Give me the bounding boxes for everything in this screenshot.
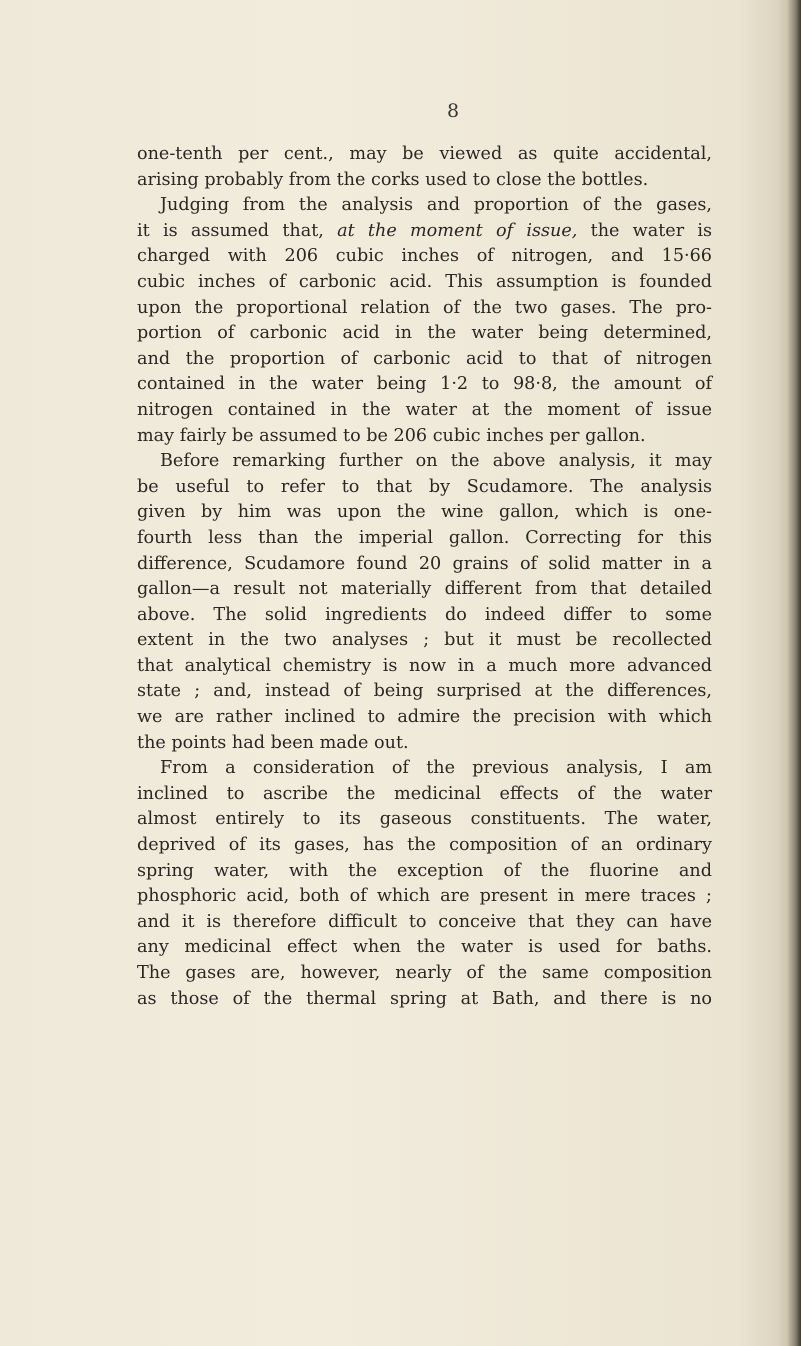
text-line: deprived of its gases, has the composition of an ordinary (137, 835, 712, 856)
text-line: fourth less than the imperial gallon. Correcting for this (137, 527, 712, 548)
text-line: any medicinal effect when the water is used for baths. (137, 937, 712, 958)
text-line: one-tenth per cent., may be viewed as quite accidental, (137, 144, 712, 164)
text-line: and the proportion of carbonic acid to that of nitrogen (137, 348, 712, 369)
text-line: above. The solid ingredients do indeed differ to some (137, 604, 712, 625)
text-line: The gases are, however, nearly of the same composition (137, 963, 712, 983)
page-number: 8 (447, 100, 460, 122)
text-line: upon the proportional relation of the two gases. The pro- (137, 297, 712, 318)
text-line: arising probably from the corks used to close the bottles. (137, 169, 649, 190)
page-edge-shadow (787, 0, 801, 1346)
text-line: may fairly be assumed to be 206 cubic inches per gallon. (137, 425, 646, 446)
text-line: that analytical chemistry is now in a much more advanced (137, 655, 712, 676)
text-line: almost entirely to its gaseous constituents. The water, (137, 809, 712, 830)
text-line: difference, Scudamore found 20 grains of solid matter in a (137, 553, 712, 574)
text-line: the points had been made out. (137, 732, 409, 753)
text-line (137, 219, 712, 245)
text-line: charged with 206 cubic inches of nitrogen, and 15·66 (137, 246, 712, 267)
text-line: cubic inches of carbonic acid. This assumption is founded (137, 271, 712, 292)
text-line: extent in the two analyses ; but it must be recollected (137, 630, 712, 651)
text-line: we are rather inclined to admire the precision with which (137, 707, 712, 728)
text-line: portion of carbonic acid in the water being determined, (137, 323, 712, 344)
text-line: and it is therefore difficult to conceive that they can have (137, 911, 712, 932)
body-text (137, 142, 712, 1012)
text-segment: Judging from the analysis and proportion of the gases, (160, 195, 712, 216)
text-line: From a consideration of the previous analysis, I am (160, 758, 712, 779)
text-line: contained in the water being 1·2 to 98·8, the amount of (137, 374, 712, 395)
text-line: as those of the thermal spring at Bath, and there is no (137, 988, 712, 1009)
text-line: Before remarking further on the above analysis, it may (160, 451, 712, 472)
text-line: nitrogen contained in the water at the moment of issue (137, 399, 712, 420)
text-segment: the water is (590, 220, 713, 241)
italic-phrase: at the moment of issue, (337, 220, 578, 241)
text-line: given by him was upon the wine gallon, which is one- (137, 502, 712, 523)
text-line: inclined to ascribe the medicinal effects of the water (137, 783, 712, 804)
text-line: spring water, with the exception of the fluorine and (137, 860, 712, 881)
text-line: state ; and, instead of being surprised at the differences, (137, 681, 712, 702)
text-line (137, 193, 712, 219)
text-line: phosphoric acid, both of which are present in mere traces ; (137, 886, 712, 907)
text-line: be useful to refer to that by Scudamore. The analysis (137, 476, 712, 497)
text-line: gallon—a result not materially different from that detailed (137, 579, 712, 600)
text-segment: it is assumed that, (137, 220, 324, 241)
